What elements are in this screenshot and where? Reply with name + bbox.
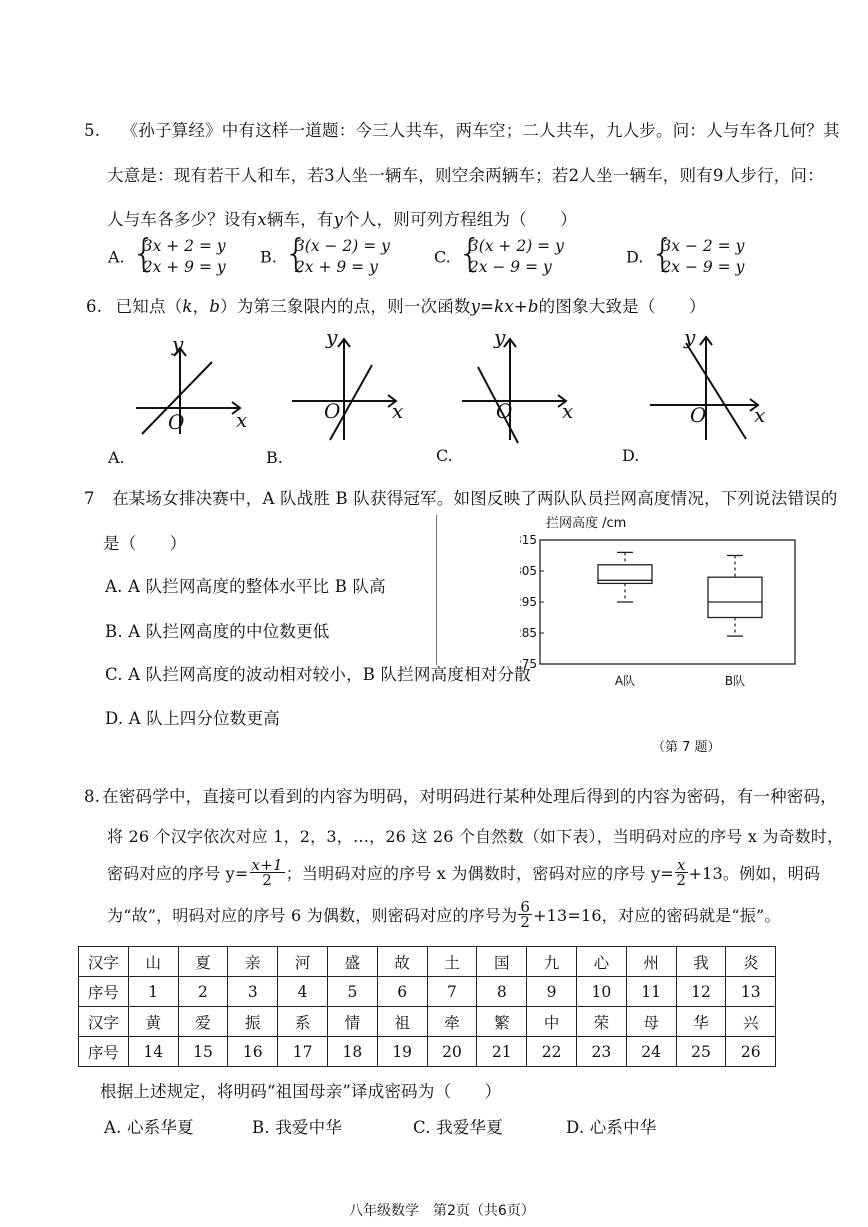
char-cell: 祖 [377,1007,427,1037]
row-header-cell: 汉字 [79,1007,129,1037]
row-header-cell: 序号 [79,977,129,1007]
origin-label: O [496,399,513,423]
number-cell: 5 [327,977,377,1007]
q7-option-b[interactable]: B. A 队拦网高度的中位数更低 [105,622,330,641]
char-cell: 母 [626,1007,676,1037]
char-cell: 夏 [178,947,228,977]
fraction: $\frac{6}{2}$ [520,898,531,931]
page-footer: 八年级数学 第2页（共6页） [349,1203,535,1219]
char-cell: 山 [128,947,178,977]
cipher-table [78,946,776,1067]
q8-option-a[interactable]: A. 心系华夏 [104,1118,194,1137]
y-tick-label: 75 [521,657,537,671]
char-cell: 心 [576,947,626,977]
char-cell: 炎 [726,947,776,977]
number-cell: 23 [576,1037,626,1067]
equation-system: { 3(x + 2) = y 2x − 9 = y [460,236,564,278]
graph-a[interactable] [130,330,260,440]
origin-label: O [324,399,341,423]
number-cell: 19 [377,1037,427,1067]
char-cell: 兴 [726,1007,776,1037]
char-cell: 牵 [427,1007,477,1037]
graph-b-label: B. [266,448,283,467]
number-cell: 2 [178,977,228,1007]
y-tick-label: 05 [521,564,537,578]
number-cell: 22 [527,1037,577,1067]
q5-option-b[interactable]: B. { 3(x − 2) = y 2x + 9 = y [260,236,390,278]
axis-x-label: x [392,399,404,423]
q8-option-b[interactable]: B. 我爱中华 [252,1118,343,1137]
q5-option-c[interactable]: C. { 3(x + 2) = y 2x − 9 = y [434,236,564,278]
category-label: B队 [724,674,746,688]
char-cell: 故 [377,947,427,977]
q5-option-a[interactable]: A. { 3x + 2 = y 2x + 9 = y [108,236,226,278]
table-row [79,1037,776,1067]
char-cell: 我 [676,947,726,977]
fraction: $\frac{x}{2}$ [676,856,687,889]
q8-line2: 将 26 个汉字依次对应 1，2，3，…，26 这 26 个自然数（如下表），当明码对应的序号 x 为奇数时， [107,827,844,846]
q5-text-1: 《孙子算经》中有这样一道题：今三人共车，两车空；二人共车，九人步。问：人与车各几何？其 [121,121,840,140]
box-iqr [708,577,762,617]
q7-caption: （第 7 题） [652,740,721,755]
axis-x-label: x [562,399,574,423]
graph-b[interactable] [290,325,420,445]
number-cell: 8 [477,977,527,1007]
graph-d[interactable] [648,325,778,445]
graph-c[interactable] [458,325,588,445]
graph-b-axes [290,325,420,445]
axis-y-label: y [684,325,696,349]
number-cell: 13 [726,977,776,1007]
q5-line1 [84,117,840,141]
number-cell: 6 [377,977,427,1007]
axis-x-label: x [754,403,766,427]
equation-system: { 3x + 2 = y 2x + 9 = y [134,236,226,278]
number-cell: 14 [128,1037,178,1067]
axis-y-label: y [172,332,184,356]
y-tick-label: 95 [521,595,537,609]
char-cell: 国 [477,947,527,977]
axis-y-label: y [494,325,506,349]
char-cell: 河 [278,947,328,977]
q7-option-c[interactable]: C. A 队拦网高度的波动相对较小，B 队拦网高度相对分散 [105,665,531,684]
number-cell: 9 [527,977,577,1007]
char-cell: 土 [427,947,477,977]
char-cell: 情 [327,1007,377,1037]
q7-line2: 是（ ） [103,534,187,553]
y-tick-label: 15 [521,533,537,547]
char-cell: 盛 [327,947,377,977]
graph-d-axes [648,325,778,445]
equation-system: { 3x − 2 = y 2x − 9 = y [652,236,744,278]
divider-line [436,515,437,665]
graph-c-axes [458,325,588,445]
char-cell: 爱 [178,1007,228,1037]
number-cell: 17 [278,1037,328,1067]
category-label: A队 [614,674,636,688]
number-cell: 3 [228,977,278,1007]
q5-number: 5. [84,121,101,140]
axis-y-label: y [326,325,338,349]
q5-line2: 大意是：现有若干人和车，若3人坐一辆车，则空余两辆车；若2人坐一辆车，则有9人步行，问： [107,166,824,185]
char-cell: 中 [527,1007,577,1037]
graph-c-label: C. [436,446,453,465]
number-cell: 12 [676,977,726,1007]
char-cell: 荣 [576,1007,626,1037]
q8-line3: 密码对应的序号 y= $\frac{x+1}{2}$ ；当明码对应的序号 x 为偶数时，密码对应的序号 y= $\frac{x}{2}$ +13。例如，明码 [107,856,821,889]
row-header-cell: 汉字 [79,947,129,977]
q6-stem: 6. 已知点（k，b）为第三象限内的点，则一次函数y=kx+b的图象大致是（ ） [86,297,706,316]
row-header-cell: 序号 [79,1037,129,1067]
char-cell: 振 [228,1007,278,1037]
number-cell: 24 [626,1037,676,1067]
char-cell: 州 [626,947,676,977]
number-cell: 20 [427,1037,477,1067]
boxplot-svg [520,512,810,692]
number-cell: 21 [477,1037,527,1067]
char-cell: 亲 [228,947,278,977]
number-cell: 4 [278,977,328,1007]
axis-x-label: x [236,408,248,432]
origin-label: O [168,410,185,434]
number-cell: 11 [626,977,676,1007]
char-cell: 九 [527,947,577,977]
boxplot-chart [520,512,810,692]
number-cell: 18 [327,1037,377,1067]
q8-line4: 为“故”，明码对应的序号 6 为偶数，则密码对应的序号为 $\frac{6}{2}$ +13=16，对应的密码就是“振”。 [107,898,781,931]
fraction: $\frac{x+1}{2}$ [251,856,283,889]
number-cell: 1 [128,977,178,1007]
char-cell: 系 [278,1007,328,1037]
table-row [79,1007,776,1037]
table-row [79,977,776,1007]
char-cell: 繁 [477,1007,527,1037]
q8-question: 根据上述规定，将明码“祖国母亲”译成密码为（ ） [100,1082,502,1101]
number-cell: 16 [228,1037,278,1067]
q8-option-d[interactable]: D. 心系中华 [566,1118,657,1137]
y-tick-label: 85 [521,626,537,640]
char-cell: 华 [676,1007,726,1037]
number-cell: 25 [676,1037,726,1067]
q7-option-a[interactable]: A. A 队拦网高度的整体水平比 B 队高 [105,577,386,596]
q7-line1: 7 在某场女排决赛中，A 队战胜 B 队获得冠军。如图反映了两队队员拦网高度情况，下列说法错误的 [84,489,838,508]
number-cell: 26 [726,1037,776,1067]
chart-ylabel: 拦网高度 /cm [546,516,627,531]
q5-option-d[interactable]: D. { 3x − 2 = y 2x − 9 = y [626,236,744,278]
equation-system: { 3(x − 2) = y 2x + 9 = y [286,236,390,278]
graph-a-label: A. [108,448,125,467]
q5-line3: 人与车各多少？设有x辆车，有y个人，则可列方程组为（ ） [107,210,577,229]
q8-line1: 8. 在密码学中，直接可以看到的内容为明码，对明码进行某种处理后得到的内容为密码，有一种密码， [84,787,837,806]
q8-option-c[interactable]: C. 我爱华夏 [413,1118,503,1137]
number-cell: 10 [576,977,626,1007]
table-row [79,947,776,977]
number-cell: 15 [178,1037,228,1067]
number-cell: 7 [427,977,477,1007]
char-cell: 黄 [128,1007,178,1037]
q7-option-d[interactable]: D. A 队上四分位数更高 [105,709,280,728]
origin-label: O [690,403,707,427]
graph-d-label: D. [622,446,640,465]
